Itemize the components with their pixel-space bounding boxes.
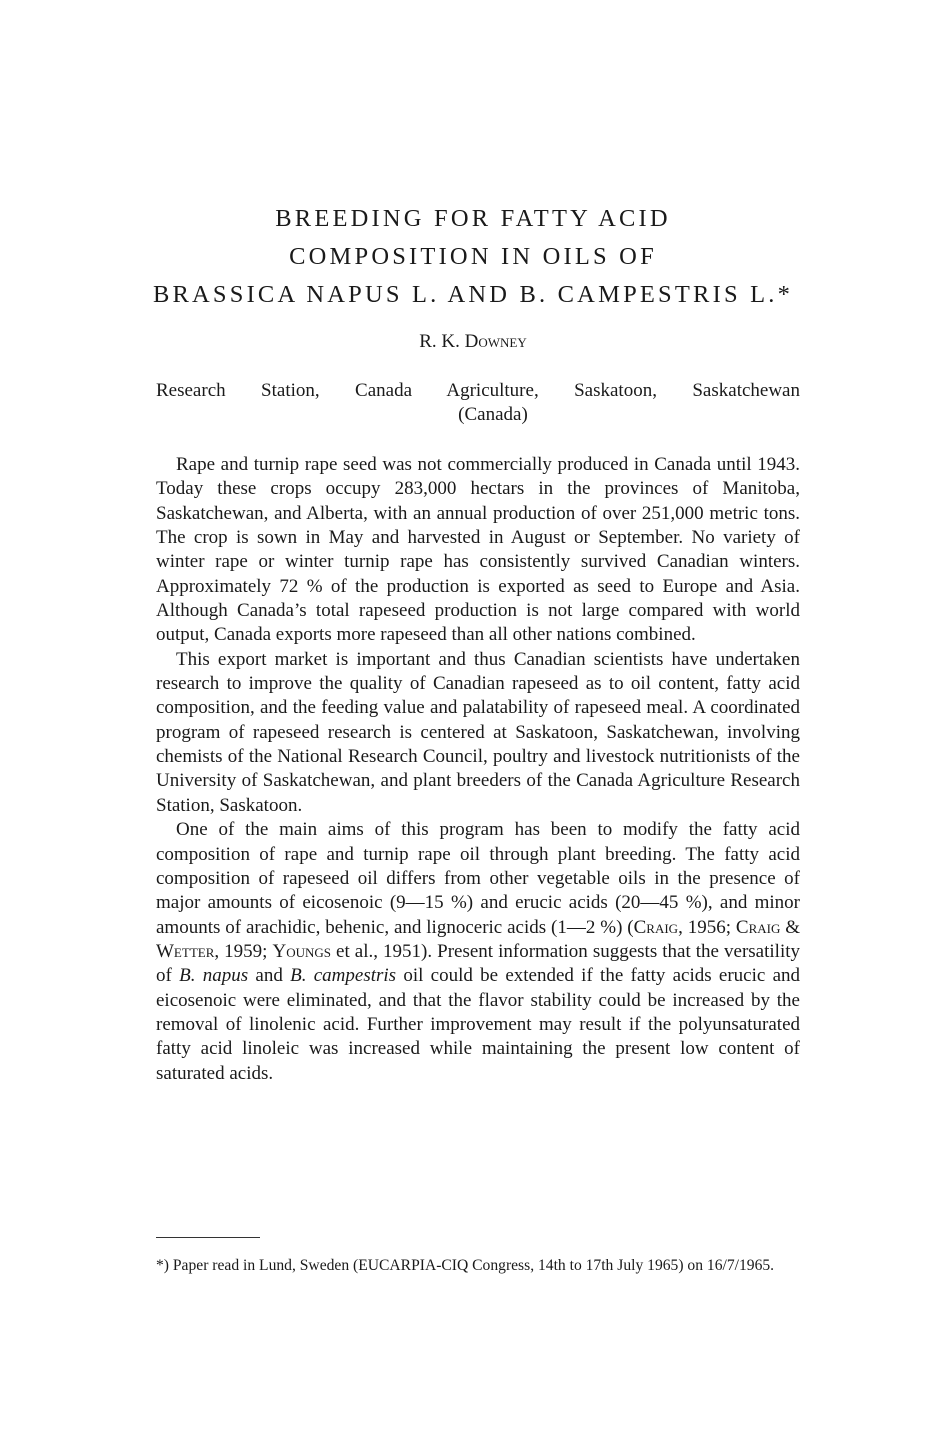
citation-youngs: Youngs bbox=[272, 940, 331, 962]
paragraph-3 bbox=[156, 818, 800, 1086]
paragraph-3-text-6: oil could be extended if the fatty acids erucic and eicosenoic were eliminated, and that the flavor stability could be increased by the removal of linolenic acid. Further improvement may result if the polyunsaturated fatty acid linoleic was increased while maintaining the present low content of saturated acids. bbox=[156, 965, 801, 1084]
affiliation bbox=[156, 379, 800, 427]
paragraph-3-text-4: et al., 1951). Present information suggests that the versatility of bbox=[156, 940, 801, 987]
paragraph-3-text-1: One of the main aims of this program has been to modify the fatty acid composition of rape and turnip rape oil through plant breeding. The fatty acid composition of rapeseed oil differs from other vegetable oils in the presence of major amounts of eicosenoic (9—15 %) and erucic acids (20—45 %), and minor amounts of arachidic, behenic, and lignoceric acids (1—2 %) ( bbox=[156, 819, 800, 938]
paragraph-3-text-3: , 1959; bbox=[214, 940, 273, 962]
paragraph-3-text-2: , 1956; bbox=[678, 916, 736, 938]
species-b-napus: B. napus bbox=[179, 965, 249, 987]
paragraph-1: Rape and turnip rape seed was not commercially produced in Canada until 1943. Today these crops occupy 283,000 hectars in the provinces of Manitoba, Saskatchewan, and Alberta, with an annual production of over 251,000 metric tons. The crop is sown in May and harvested in August or September. No variety of winter rape or winter turnip rape has consistently survived Canadian winters. Approximately 72 % of the production is exported as seed to Europe and Asia. Although Canada’s total rapeseed production is not large compared with world output, Canada exports more rapeseed than all other nations combined. bbox=[156, 454, 800, 646]
affiliation-line-2: (Canada) bbox=[458, 404, 528, 425]
footnote: *) Paper read in Lund, Sweden (EUCARPIA-CIQ Congress, 14th to 17th July 1965) on 16/7/1965. bbox=[156, 1257, 775, 1274]
paragraph-2: This export market is important and thus Canadian scientists have undertaken research to improve the quality of Canadian rapeseed as to oil content, fatty acid composition, and the feeding value and palatability of rapeseed meal. A coordinated program of rapeseed research is centered at Saskatoon, Saskatchewan, involving chemists of the National Research Council, poultry and livestock nutritionists of the University of Saskatchewan, and plant breeders of the Canada Agriculture Research Station, Saskatoon. bbox=[156, 648, 800, 816]
footnote-divider bbox=[156, 1237, 260, 1238]
title-line-3: BRASSICA NAPUS L. AND B. CAMPESTRIS L.* bbox=[152, 281, 794, 308]
affiliation-line-1: Research Station, Canada Agriculture, Saskatoon, Saskatchewan bbox=[156, 380, 800, 401]
title-line-2: COMPOSITION IN OILS OF bbox=[289, 243, 657, 270]
author-name-text: R. K. Downey bbox=[419, 331, 527, 352]
body-text bbox=[156, 453, 800, 1086]
author-name bbox=[120, 330, 826, 354]
citation-craig-wetter: Craig & Wetter bbox=[156, 916, 801, 962]
paragraph-3-text-5: and bbox=[248, 965, 291, 987]
title-line-1: BREEDING FOR FATTY ACID bbox=[275, 205, 671, 232]
species-b-campestris: B. campestris bbox=[290, 965, 397, 987]
paper-title bbox=[120, 200, 826, 314]
citation-craig: Craig bbox=[633, 916, 679, 938]
